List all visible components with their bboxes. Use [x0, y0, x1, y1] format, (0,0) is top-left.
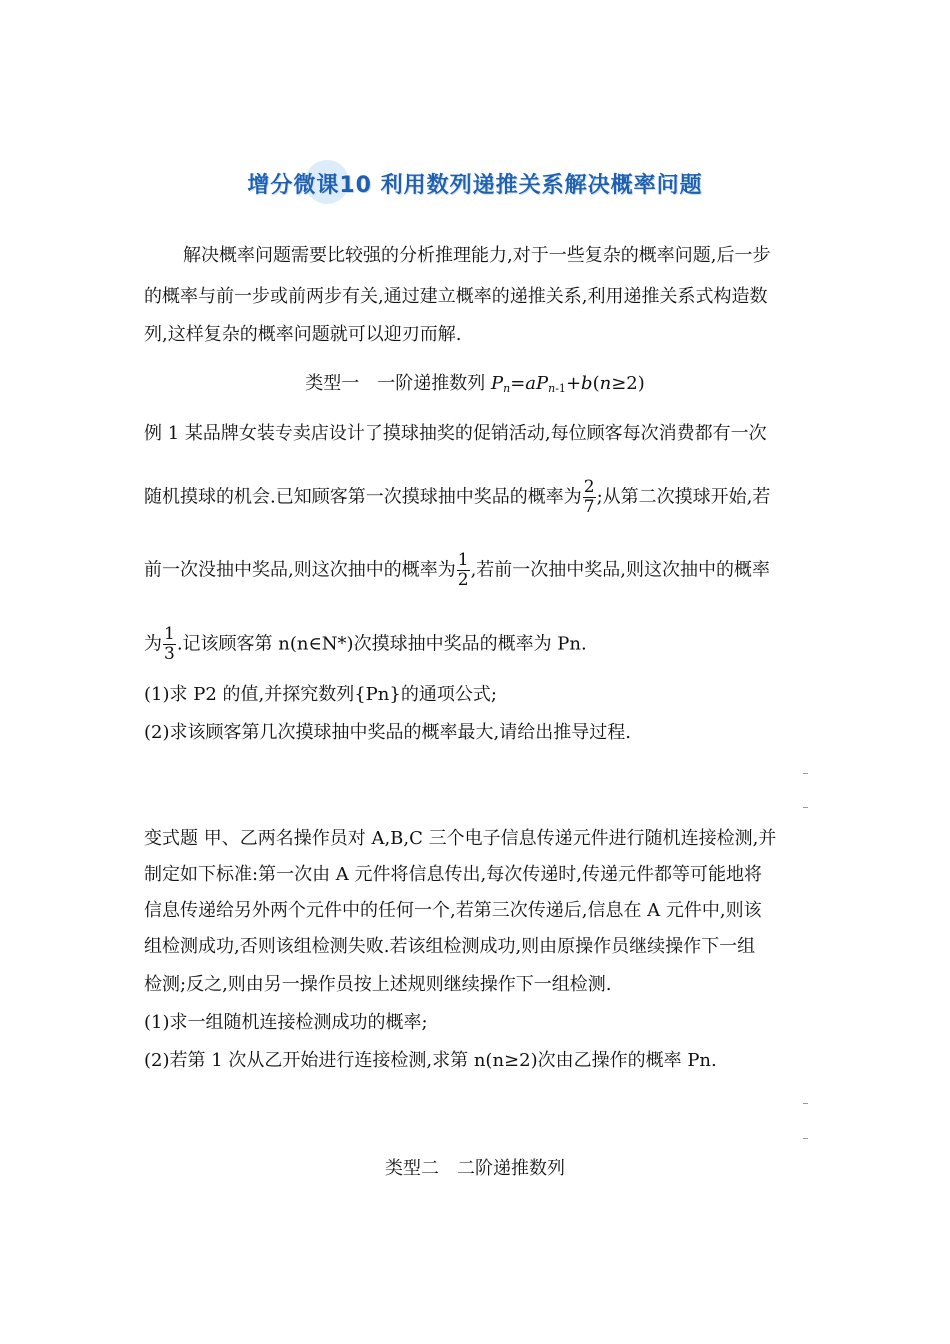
- variant-line-3: 信息传递给另外两个元件中的任何一个,若第三次传递后,信息在 A 元件中,则该: [144, 900, 762, 921]
- intro-line-1: 解决概率问题需要比较强的分析推理能力,对于一些复杂的概率问题,后一步: [183, 245, 771, 266]
- title-block: [0, 168, 950, 199]
- fraction-2-7: [583, 478, 596, 517]
- variant-line-2: 制定如下标准:第一次由 A 元件将信息传出,每次传递时,传递元件都等可能地将: [144, 864, 762, 885]
- fraction-numerator: 1: [457, 550, 469, 570]
- type1-heading: [0, 367, 950, 406]
- example1-line-4-a: 为: [144, 633, 162, 655]
- page-title: [247, 168, 702, 199]
- type1-formula: $P_n=aP_{n-1}+b(n\ge 2)$: [490, 373, 645, 395]
- example1-line-1: 例 1 某品牌女装专卖店设计了摸球抽奖的促销活动,每位顾客每次消费都有一次: [144, 423, 767, 444]
- example1-line-3: [144, 551, 810, 590]
- margin-tick: [803, 1103, 808, 1104]
- example1-line-3-a: 前一次没抽中奖品,则这次抽中的概率为: [144, 559, 456, 581]
- type2-heading: 类型二 二阶递推数列: [385, 1158, 565, 1179]
- variant-line-5: 检测;反之,则由另一操作员按上述规则继续操作下一组检测.: [144, 974, 612, 995]
- variant-question-2: (2)若第 1 次从乙开始进行连接检测,求第 n(n≥2)次由乙操作的概率 Pn.: [144, 1050, 717, 1071]
- page-title-text: 增分微课10 利用数列递推关系解决概率问题: [247, 173, 703, 198]
- example1-line-2: [144, 478, 810, 517]
- margin-tick: [803, 773, 808, 774]
- type1-label: 类型一 一阶递推数列: [305, 373, 491, 394]
- example1-line-3-b: ,若前一次抽中奖品,则这次抽中的概率: [470, 559, 771, 581]
- example1-line-2-a: 随机摸球的机会.已知顾客第一次摸球抽中奖品的概率为: [144, 486, 582, 508]
- margin-tick: [803, 807, 808, 808]
- example1-line-4-b: .记该顾客第 n(n∈N*)次摸球抽中奖品的概率为 Pn.: [176, 633, 587, 655]
- variant-line-4: 组检测成功,否则该组检测失败.若该组检测成功,则由原操作员继续操作下一组: [144, 936, 756, 957]
- example1-question-1: (1)求 P2 的值,并探究数列{Pn}的通项公式;: [144, 684, 497, 705]
- margin-tick: [803, 1138, 808, 1139]
- fraction-denominator: 2: [457, 570, 469, 590]
- fraction-1-2: [457, 551, 470, 590]
- fraction-1-3: [163, 625, 176, 664]
- intro-line-3: 列,这样复杂的概率问题就可以迎刃而解.: [144, 324, 462, 345]
- example1-line-4: [144, 625, 810, 664]
- fraction-denominator: 3: [164, 644, 175, 664]
- variant-line-1: 变式题 甲、乙两名操作员对 A,B,C 三个电子信息传递元件进行随机连接检测,并: [144, 828, 777, 849]
- fraction-numerator: 1: [164, 624, 175, 644]
- variant-question-1: (1)求一组随机连接检测成功的概率;: [144, 1012, 428, 1033]
- fraction-numerator: 2: [583, 477, 595, 497]
- example1-line-2-b: ;从第二次摸球开始,若: [596, 486, 771, 508]
- fraction-denominator: 7: [583, 497, 595, 517]
- example1-question-2: (2)求该顾客第几次摸球抽中奖品的概率最大,请给出推导过程.: [144, 722, 631, 743]
- intro-line-2: 的概率与前一步或前两步有关,通过建立概率的递推关系,利用递推关系式构造数: [144, 286, 768, 307]
